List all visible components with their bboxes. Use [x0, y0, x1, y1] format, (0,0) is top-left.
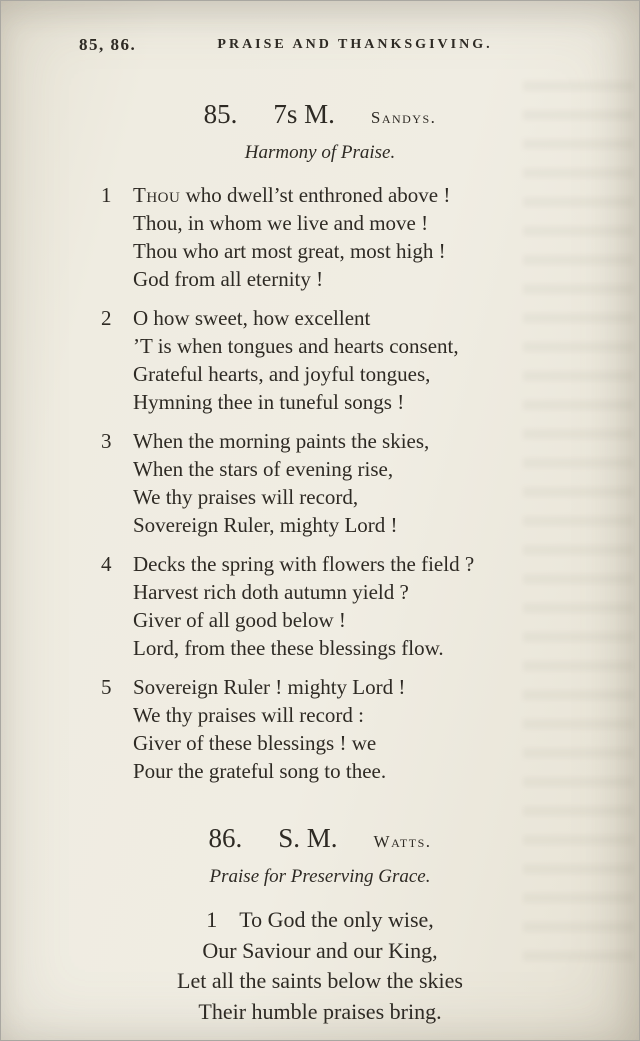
hymnal-page — [1, 1, 639, 1027]
verse-line — [1, 905, 639, 936]
verse-line-text: Let all the saints below the skies — [177, 968, 463, 993]
hymn-85-verses — [101, 181, 639, 785]
verse-line — [101, 673, 639, 701]
verse-line — [133, 729, 639, 757]
verse-line — [133, 701, 639, 729]
verse-line-text: Their humble praises bring. — [198, 998, 442, 1024]
verse-line-text: We thy praises will record : — [133, 703, 364, 727]
verse-line-text: Our Saviour and our King, — [202, 937, 438, 963]
verse-line-text: Giver of these blessings ! we — [133, 731, 377, 755]
hymn-subtitle: Praise for Preserving Grace. — [209, 866, 431, 887]
verse-number: 2 — [101, 306, 112, 330]
verse-line — [133, 237, 639, 265]
verse-line-text: Sovereign Ruler, mighty Lord ! — [133, 513, 398, 537]
verse — [101, 427, 639, 539]
verse-line-text: Decks the spring with flowers the field ? — [133, 552, 475, 576]
verse-line-text: O how sweet, how excellent — [133, 306, 371, 330]
verse-line — [101, 304, 639, 332]
verse-number: 4 — [101, 552, 112, 576]
hymn-86-verses — [1, 905, 639, 1027]
verse-line-text: ’T is when tongues and hearts consent, — [133, 334, 459, 358]
verse-line-text: Thou who dwell’st enthroned above ! — [133, 183, 451, 207]
verse-line-text: Thou, in whom we live and move ! — [133, 211, 429, 235]
verse-line — [133, 606, 639, 634]
page-numbers: 85, 86. — [79, 35, 137, 54]
verse-line-text: Pour the grateful song to thee. — [133, 759, 387, 783]
verse-line — [1, 936, 639, 967]
verse — [1, 905, 639, 1027]
verse-line — [133, 634, 639, 662]
page-header — [1, 33, 639, 57]
verse-line — [133, 360, 639, 388]
verse-line-text: Harvest rich doth autumn yield ? — [133, 580, 409, 604]
verse-line — [101, 550, 639, 578]
verse-line — [133, 455, 639, 483]
verse-line — [133, 511, 639, 539]
verse-line — [133, 757, 639, 785]
verse-line — [133, 209, 639, 237]
verse-line-text: We thy praises will record, — [133, 485, 359, 509]
hymn-85-heading — [1, 99, 639, 130]
verse-number: 3 — [101, 429, 112, 453]
verse-line-text: Hymning thee in tuneful songs ! — [133, 390, 405, 414]
verse — [101, 673, 639, 785]
hymn-meter: 7s M. — [273, 99, 335, 129]
verse-line — [133, 265, 639, 293]
hymn-86 — [1, 823, 639, 1027]
verse-line — [133, 578, 639, 606]
verse-line-text: To God the only wise, — [239, 907, 434, 932]
verse-line-text: Thou who art most great, most high ! — [133, 239, 446, 263]
hymn-86-heading — [1, 823, 639, 854]
hymn-author: Watts. — [373, 832, 432, 851]
hymn-meter: S. M. — [278, 823, 338, 853]
verse-line-text: When the stars of evening rise, — [133, 457, 394, 481]
verse-line — [101, 427, 639, 455]
hymn-85 — [1, 99, 639, 785]
verse-number: 5 — [101, 675, 112, 699]
verse — [101, 181, 639, 293]
verse-line — [1, 997, 639, 1028]
verse-line — [1, 966, 639, 997]
verse-line-text: God from all eternity ! — [133, 267, 324, 291]
hymn-subtitle: Harmony of Praise. — [244, 142, 396, 163]
verse-line-text: Grateful hearts, and joyful tongues, — [133, 362, 431, 386]
verse — [101, 304, 639, 416]
hymn-author: Sandys. — [370, 108, 437, 127]
verse-number: 1 — [206, 907, 218, 932]
verse-line-text: Giver of all good below ! — [133, 608, 346, 632]
verse-line-text: Lord, from thee these blessings flow. — [133, 636, 444, 660]
verse-line — [101, 181, 639, 209]
verse — [101, 550, 639, 662]
verse-line — [133, 332, 639, 360]
hymn-number: 86. — [208, 823, 243, 853]
verse-line — [133, 388, 639, 416]
verse-line-text: When the morning paints the skies, — [133, 429, 430, 453]
running-title: PRAISE AND THANKSGIVING. — [217, 37, 493, 52]
verse-number: 1 — [101, 183, 112, 207]
verse-line-text: Sovereign Ruler ! mighty Lord ! — [133, 675, 406, 699]
verse-line — [133, 483, 639, 511]
lead-word-smallcaps: Thou — [133, 183, 181, 207]
hymn-number: 85. — [203, 99, 238, 129]
